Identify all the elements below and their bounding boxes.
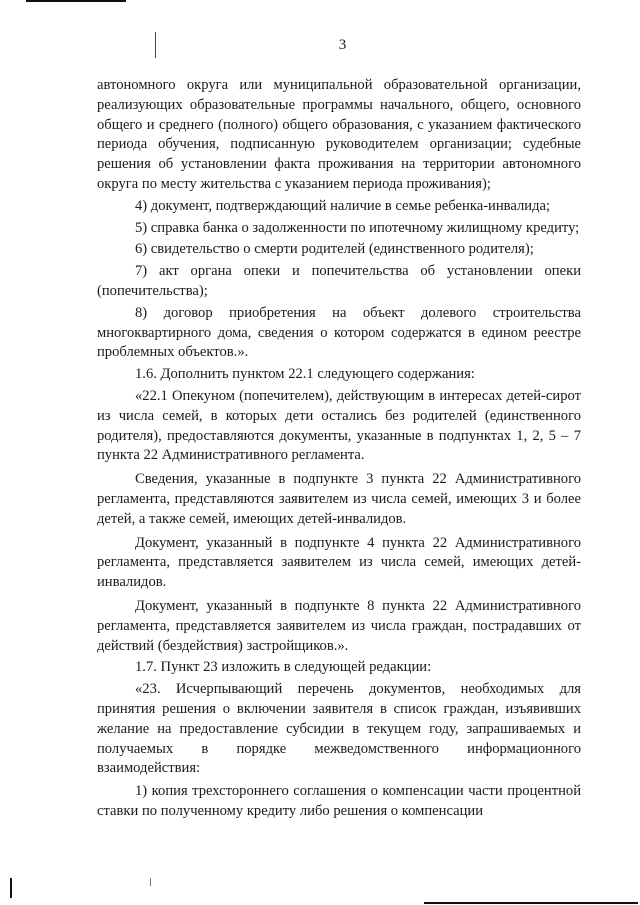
paragraph-point-22-1: «22.1 Опекуном (попечителем), действующим в интересах детей-сирот из числа семей, в которых дети остались без родителей (единственного родителя), предоставляются документы, указанные в подпунктах 1, 2, 5 – 7 пункта 22 Административного регламента. xyxy=(97,387,581,464)
paragraph-section-1-6: 1.6. Дополнить пунктом 22.1 следующего содержания: xyxy=(135,366,475,383)
paragraph-doc-subitem-8: Документ, указанный в подпункте 8 пункта 22 Административного регламента, представляется заявителем из числа граждан, пострадавших от действий (бездействия) застройщиков.». xyxy=(97,597,581,654)
document-body xyxy=(97,76,581,822)
page-number: 3 xyxy=(338,37,347,53)
paragraph-item-8: 8) договор приобретения на объект долевого строительства многоквартирного дома, сведения о котором содержатся в едином реестре проблемных объектов.». xyxy=(97,304,581,361)
scan-artifact-top-line xyxy=(26,0,126,2)
paragraph-info-subitem-3: Сведения, указанные в подпункте 3 пункта 22 Административного регламента, представляются заявителем из числа семей, имеющих 3 и более детей, а также семей, имеющих детей-инвалидов. xyxy=(97,471,581,527)
scan-artifact-bottom-line xyxy=(424,902,638,904)
scan-artifact-bottom-dot xyxy=(150,878,151,886)
paragraph-doc-subitem-4: Документ, указанный в подпункте 4 пункта 22 Административного регламента, представляется заявителем из числа семей, имеющих детей-инвалидов. xyxy=(97,534,581,591)
paragraph-item-7: 7) акт органа опеки и попечительства об установлении опеки (попечительства); xyxy=(97,263,581,299)
paragraph-section-1-7: 1.7. Пункт 23 изложить в следующей редакции: xyxy=(135,659,432,676)
paragraph-item-5: 5) справка банка о задолженности по ипотечному жилищному кредиту; xyxy=(135,219,580,236)
paragraph-point-23-item-1: 1) копия трехстороннего соглашения о компенсации части процентной ставки по полученному кредиту либо решения о компенсации xyxy=(97,783,581,819)
paragraph-item-6: 6) свидетельство о смерти родителей (единственного родителя); xyxy=(135,241,534,258)
paragraph-continuation: автономного округа или муниципальной образовательной организации, реализующих образовательные программы начального, общего, основного общего и среднего (полного) общего образования, с указанием фактического периода обучения, подписанную руководителем организации; судебные решения об установлении факта проживания на территории автономного округа по месту жительства с указанием периода проживания); xyxy=(97,77,581,192)
paragraph-point-23: «23. Исчерпывающий перечень документов, необходимых для принятия решения о включении заявителя в список граждан, изъявивших желание на предоставление субсидии в текущем году, запрашиваемых и получаемых в порядке межведомственного информационного взаимодействия: xyxy=(97,681,581,777)
paragraph-item-4: 4) документ, подтверждающий наличие в семье ребенка-инвалида; xyxy=(135,197,551,214)
scan-artifact-bottom-mark xyxy=(10,878,12,898)
